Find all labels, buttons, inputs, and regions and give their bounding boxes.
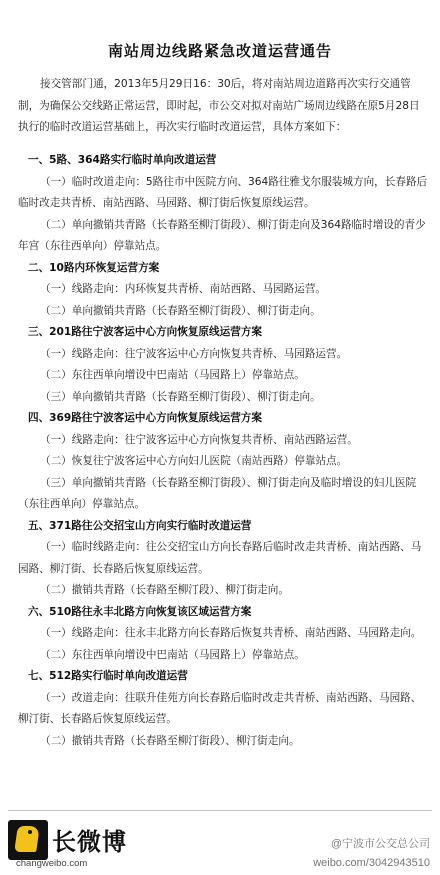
notice-intro: 接交管部门通，2013年5月29日16：30后，将对南站周边道路再次实行交通管制，为确保公交线路正常运营，即时起，市公交对拟对南站广场周边线路在原5月28日执行的临时改道运营基础上，再次实行临时改道运营，具体方案如下： <box>18 78 420 133</box>
section-heading: 一、5路、364路实行临时单向改道运营 <box>28 154 217 166</box>
section-item: （一）线路走向：往宁波客运中心方向恢复共青桥、南站西路运营。 <box>40 433 358 446</box>
section-heading: 五、371路往公交招宝山方向实行临时改道运营 <box>28 519 252 532</box>
watermark-account: @宁波市公交总公司 <box>330 838 430 850</box>
section-heading: 二、10路内环恢复运营方案 <box>28 261 160 274</box>
logo-text: 长微博 <box>52 828 127 856</box>
section-item: （一）临时改道走向：5路往市中医院方向、364路往雅戈尔服装城方向，长春路后临时改走共青桥、南站西路、马园路、柳汀街后恢复原线运营。 <box>18 175 428 209</box>
notice-content <box>18 150 430 752</box>
section-item: （三）单向撤销共青路（长春路至柳汀街段）、柳汀街走向及临时增设的妇儿医院（东往西单向）停靠站点。 <box>18 476 417 510</box>
section-item: （二）单向撤销共青路（长春路至柳汀街段）、柳汀街走向。 <box>40 304 321 317</box>
section-item: （二）撤销共青路（长春路至柳汀段）、柳汀街走向。 <box>40 584 289 596</box>
section-item: （二）撤销共青路（长春路至柳汀街段）、柳汀街走向。 <box>40 734 300 747</box>
weibo-watermark <box>313 835 430 869</box>
section-item: （三）单向撤销共青路（长春路至柳汀街段）、柳汀街走向。 <box>40 390 321 403</box>
section-item: （一）线路走向：内环恢复共青桥、南站西路、马园路运营。 <box>40 283 327 295</box>
section-item: （一）临时线路走向：往公交招宝山方向长春路后临时改走共青桥、南站西路、马园路、柳汀街、长春路后恢复原线运营。 <box>18 541 422 575</box>
section-heading: 四、369路往宁波客运中心方向恢复原线运营方案 <box>28 412 262 424</box>
notice-title: 南站周边线路紧急改道运营通告 <box>107 42 332 60</box>
section-item: （二）单向撤销共青路（长春路至柳汀街段）、柳汀街走向及364路临时增设的青少年宫（东往西单向）停靠站点。 <box>18 218 426 252</box>
section-item: （二）东往西单向增设中巴南站（马园路上）停靠站点。 <box>40 369 305 381</box>
changweibo-logo[interactable] <box>8 818 158 868</box>
section-item: （一）改道走向：往联升佳苑方向长春路后临时改走共青桥、南站西路、马园路、柳汀街、长春路后恢复原线运营。 <box>18 691 422 725</box>
section-heading: 三、201路往宁波客运中心方向恢复原线运营方案 <box>28 326 262 338</box>
section-item: （二）恢复往宁波客运中心方向妇儿医院（南站西路）停靠站点。 <box>40 455 348 467</box>
footer-divider <box>8 810 432 811</box>
section-item: （二）东往西单向增设中巴南站（马园路上）停靠站点。 <box>40 648 305 661</box>
section-heading: 六、510路往永丰北路方向恢复该区域运营方案 <box>28 605 252 618</box>
section-item: （一）线路走向：往宁波客运中心方向恢复共青桥、马园路运营。 <box>40 347 348 360</box>
section-item: （一）线路走向：往永丰北路方向长春路后恢复共青桥、南站西路、马园路走向。 <box>40 627 422 639</box>
giraffe-logo-icon <box>8 820 48 860</box>
section-heading: 七、512路实行临时单向改道运营 <box>28 670 188 682</box>
watermark-url: weibo.com/3042943510 <box>313 857 430 869</box>
logo-url: changweibo.com <box>16 858 88 869</box>
